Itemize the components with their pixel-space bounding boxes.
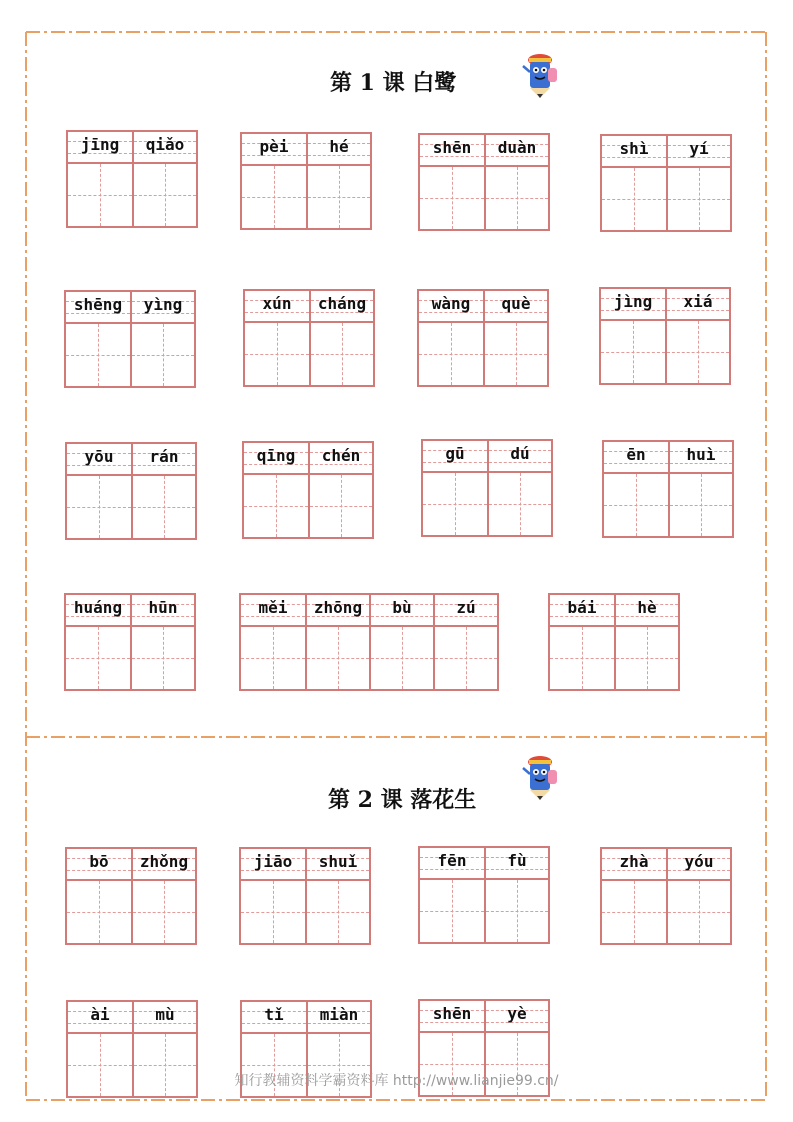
tian-grid xyxy=(602,881,666,943)
tian-grid xyxy=(133,476,195,538)
pinyin-text: què xyxy=(501,294,531,313)
pinyin-text: jiāo xyxy=(253,852,293,871)
character-cell[interactable] xyxy=(433,595,497,689)
pinyin-row xyxy=(241,849,305,881)
character-cell[interactable] xyxy=(419,291,483,385)
tian-grid xyxy=(67,476,131,538)
pinyin-text: cháng xyxy=(317,294,367,313)
tian-grid xyxy=(667,321,729,383)
tian-grid xyxy=(419,323,483,385)
pinyin-text: pèi xyxy=(259,137,289,156)
pinyin-text: mù xyxy=(155,1005,175,1024)
pinyin-row xyxy=(67,444,131,476)
tian-grid xyxy=(486,167,548,229)
tian-grid xyxy=(241,881,305,943)
character-cell[interactable] xyxy=(420,848,484,942)
word-box xyxy=(65,442,197,540)
character-cell[interactable] xyxy=(308,443,372,537)
character-cell[interactable] xyxy=(484,848,548,942)
tian-grid xyxy=(241,627,305,689)
word-box xyxy=(239,847,371,945)
pinyin-row xyxy=(307,595,369,627)
word-box xyxy=(65,847,197,945)
pencil-mascot-icon xyxy=(515,752,561,802)
pinyin-row xyxy=(134,1002,196,1034)
pinyin-text: bái xyxy=(567,598,597,617)
character-cell[interactable] xyxy=(602,849,666,943)
word-box xyxy=(64,593,196,691)
tian-grid xyxy=(602,168,666,230)
pinyin-row xyxy=(134,132,196,164)
character-cell[interactable] xyxy=(484,135,548,229)
character-cell[interactable] xyxy=(668,442,732,536)
tian-grid xyxy=(242,166,306,228)
pinyin-text: ēn xyxy=(626,445,646,464)
character-cell[interactable] xyxy=(423,441,487,535)
pinyin-row xyxy=(420,135,484,167)
character-cell[interactable] xyxy=(420,135,484,229)
pinyin-row xyxy=(245,291,309,323)
pinyin-text: huáng xyxy=(73,598,123,617)
pinyin-text: yōu xyxy=(84,447,114,466)
pinyin-text: huì xyxy=(686,445,716,464)
character-cell[interactable] xyxy=(132,132,196,226)
pinyin-row xyxy=(66,595,130,627)
character-cell[interactable] xyxy=(550,595,614,689)
pinyin-row xyxy=(616,595,678,627)
pinyin-text: qīng xyxy=(256,446,296,465)
character-cell[interactable] xyxy=(666,849,730,943)
pinyin-row xyxy=(668,849,730,881)
pinyin-row xyxy=(435,595,497,627)
pinyin-row xyxy=(132,595,194,627)
character-cell[interactable] xyxy=(244,443,308,537)
pinyin-row xyxy=(420,848,484,880)
pinyin-row xyxy=(371,595,433,627)
pinyin-text: chén xyxy=(321,446,361,465)
pinyin-text: zhǒng xyxy=(139,852,189,871)
character-cell[interactable] xyxy=(242,134,306,228)
pinyin-text: wàng xyxy=(431,294,471,313)
lesson-title: 第 1 课 白鹭 xyxy=(330,70,457,96)
tian-grid xyxy=(308,166,370,228)
pinyin-row xyxy=(670,442,732,474)
pinyin-row xyxy=(310,443,372,475)
word-box xyxy=(418,133,550,231)
pinyin-row xyxy=(67,849,131,881)
character-cell[interactable] xyxy=(602,136,666,230)
pinyin-row xyxy=(602,849,666,881)
word-box xyxy=(600,847,732,945)
character-cell[interactable] xyxy=(66,595,130,689)
pinyin-row xyxy=(308,134,370,166)
pinyin-text: rán xyxy=(149,447,179,466)
pinyin-row xyxy=(668,136,730,168)
tian-grid xyxy=(371,627,433,689)
pinyin-text: shēng xyxy=(73,295,123,314)
pinyin-text: hè xyxy=(637,598,657,617)
pinyin-text: yóu xyxy=(684,852,714,871)
word-box xyxy=(242,441,374,539)
character-cell[interactable] xyxy=(305,595,369,689)
pinyin-text: jìng xyxy=(613,292,653,311)
tian-grid xyxy=(132,627,194,689)
pinyin-text: yè xyxy=(507,1004,527,1023)
tian-grid xyxy=(420,880,484,942)
character-cell[interactable] xyxy=(131,849,195,943)
character-cell[interactable] xyxy=(306,134,370,228)
pinyin-row xyxy=(242,1002,306,1034)
character-cell[interactable] xyxy=(604,442,668,536)
tian-grid xyxy=(133,881,195,943)
pinyin-text: shēn xyxy=(432,138,472,157)
character-cell[interactable] xyxy=(309,291,373,385)
tian-grid xyxy=(307,881,369,943)
pinyin-text: fēn xyxy=(437,851,467,870)
pinyin-row xyxy=(420,1001,484,1033)
pinyin-text: shēn xyxy=(432,1004,472,1023)
character-cell[interactable] xyxy=(67,849,131,943)
tian-grid xyxy=(601,321,665,383)
character-cell[interactable] xyxy=(666,136,730,230)
tian-grid xyxy=(66,627,130,689)
character-cell[interactable] xyxy=(68,132,132,226)
tian-grid xyxy=(486,880,548,942)
pinyin-text: zhōng xyxy=(313,598,363,617)
character-cell[interactable] xyxy=(245,291,309,385)
character-cell[interactable] xyxy=(305,849,369,943)
pinyin-text: měi xyxy=(258,598,288,617)
pinyin-row xyxy=(242,134,306,166)
pinyin-text: zú xyxy=(456,598,476,617)
tian-grid xyxy=(604,474,668,536)
tian-grid xyxy=(311,323,373,385)
pinyin-text: zhà xyxy=(619,852,649,871)
pinyin-text: ài xyxy=(90,1005,110,1024)
character-cell[interactable] xyxy=(614,595,678,689)
tian-grid xyxy=(67,881,131,943)
pinyin-text: xún xyxy=(262,294,292,313)
tian-grid xyxy=(134,164,196,226)
tian-grid xyxy=(485,323,547,385)
pinyin-row xyxy=(423,441,487,473)
pinyin-row xyxy=(307,849,369,881)
pinyin-text: hūn xyxy=(148,598,178,617)
pinyin-row xyxy=(486,1001,548,1033)
tian-grid xyxy=(307,627,369,689)
pinyin-row xyxy=(311,291,373,323)
pinyin-text: gū xyxy=(445,444,465,463)
pinyin-text: yí xyxy=(689,139,709,158)
pinyin-row xyxy=(485,291,547,323)
pinyin-text: dú xyxy=(510,444,530,463)
pinyin-row xyxy=(486,135,548,167)
tian-grid xyxy=(550,627,614,689)
word-box xyxy=(548,593,680,691)
pinyin-text: bō xyxy=(89,852,109,871)
pinyin-text: shì xyxy=(619,139,649,158)
pinyin-text: qiǎo xyxy=(145,135,185,154)
pinyin-row xyxy=(132,292,194,324)
word-box xyxy=(421,439,553,537)
pinyin-row xyxy=(489,441,551,473)
tian-grid xyxy=(668,881,730,943)
tian-grid xyxy=(668,168,730,230)
pencil-mascot-icon xyxy=(515,50,561,100)
word-box xyxy=(602,440,734,538)
tian-grid xyxy=(245,323,309,385)
pinyin-row xyxy=(66,292,130,324)
pinyin-row xyxy=(308,1002,370,1034)
character-cell[interactable] xyxy=(66,292,130,386)
pinyin-text: bù xyxy=(392,598,412,617)
pinyin-text: fù xyxy=(507,851,527,870)
pinyin-row xyxy=(550,595,614,627)
pinyin-text: xiá xyxy=(683,292,713,311)
pinyin-text: shuǐ xyxy=(318,852,358,871)
tian-grid xyxy=(310,475,372,537)
character-cell[interactable] xyxy=(131,444,195,538)
pinyin-row xyxy=(601,289,665,321)
word-box xyxy=(64,290,196,388)
tian-grid xyxy=(670,474,732,536)
tian-grid xyxy=(132,324,194,386)
footer-watermark: 知行教辅资料学霸资料库 http://www.lianjie99.cn/ xyxy=(234,1073,559,1089)
tian-grid xyxy=(66,324,130,386)
character-cell[interactable] xyxy=(130,292,194,386)
pinyin-row xyxy=(133,849,195,881)
word-box xyxy=(599,287,731,385)
lesson-title: 第 2 课 落花生 xyxy=(328,787,477,813)
word-box xyxy=(243,289,375,387)
tian-grid xyxy=(489,473,551,535)
pinyin-row xyxy=(604,442,668,474)
character-cell[interactable] xyxy=(130,595,194,689)
pinyin-text: jīng xyxy=(80,135,120,154)
pinyin-row xyxy=(486,848,548,880)
pinyin-row xyxy=(241,595,305,627)
pinyin-row xyxy=(419,291,483,323)
pinyin-row xyxy=(602,136,666,168)
pinyin-row xyxy=(667,289,729,321)
pinyin-text: hé xyxy=(329,137,349,156)
tian-grid xyxy=(423,473,487,535)
tian-grid xyxy=(420,167,484,229)
character-cell[interactable] xyxy=(487,441,551,535)
pinyin-row xyxy=(68,1002,132,1034)
pinyin-text: duàn xyxy=(497,138,537,157)
word-box xyxy=(239,593,499,691)
word-box xyxy=(66,130,198,228)
character-cell[interactable] xyxy=(601,289,665,383)
pinyin-row xyxy=(244,443,308,475)
pinyin-row xyxy=(68,132,132,164)
word-box xyxy=(417,289,549,387)
character-cell[interactable] xyxy=(483,291,547,385)
pinyin-text: tǐ xyxy=(264,1005,284,1024)
word-box xyxy=(418,846,550,944)
character-cell[interactable] xyxy=(241,595,305,689)
pinyin-text: yìng xyxy=(143,295,183,314)
tian-grid xyxy=(244,475,308,537)
word-box xyxy=(600,134,732,232)
character-cell[interactable] xyxy=(241,849,305,943)
character-cell[interactable] xyxy=(665,289,729,383)
tian-grid xyxy=(435,627,497,689)
tian-grid xyxy=(68,164,132,226)
pinyin-text: miàn xyxy=(319,1005,359,1024)
tian-grid xyxy=(616,627,678,689)
word-box xyxy=(240,132,372,230)
character-cell[interactable] xyxy=(369,595,433,689)
pinyin-row xyxy=(133,444,195,476)
character-cell[interactable] xyxy=(67,444,131,538)
